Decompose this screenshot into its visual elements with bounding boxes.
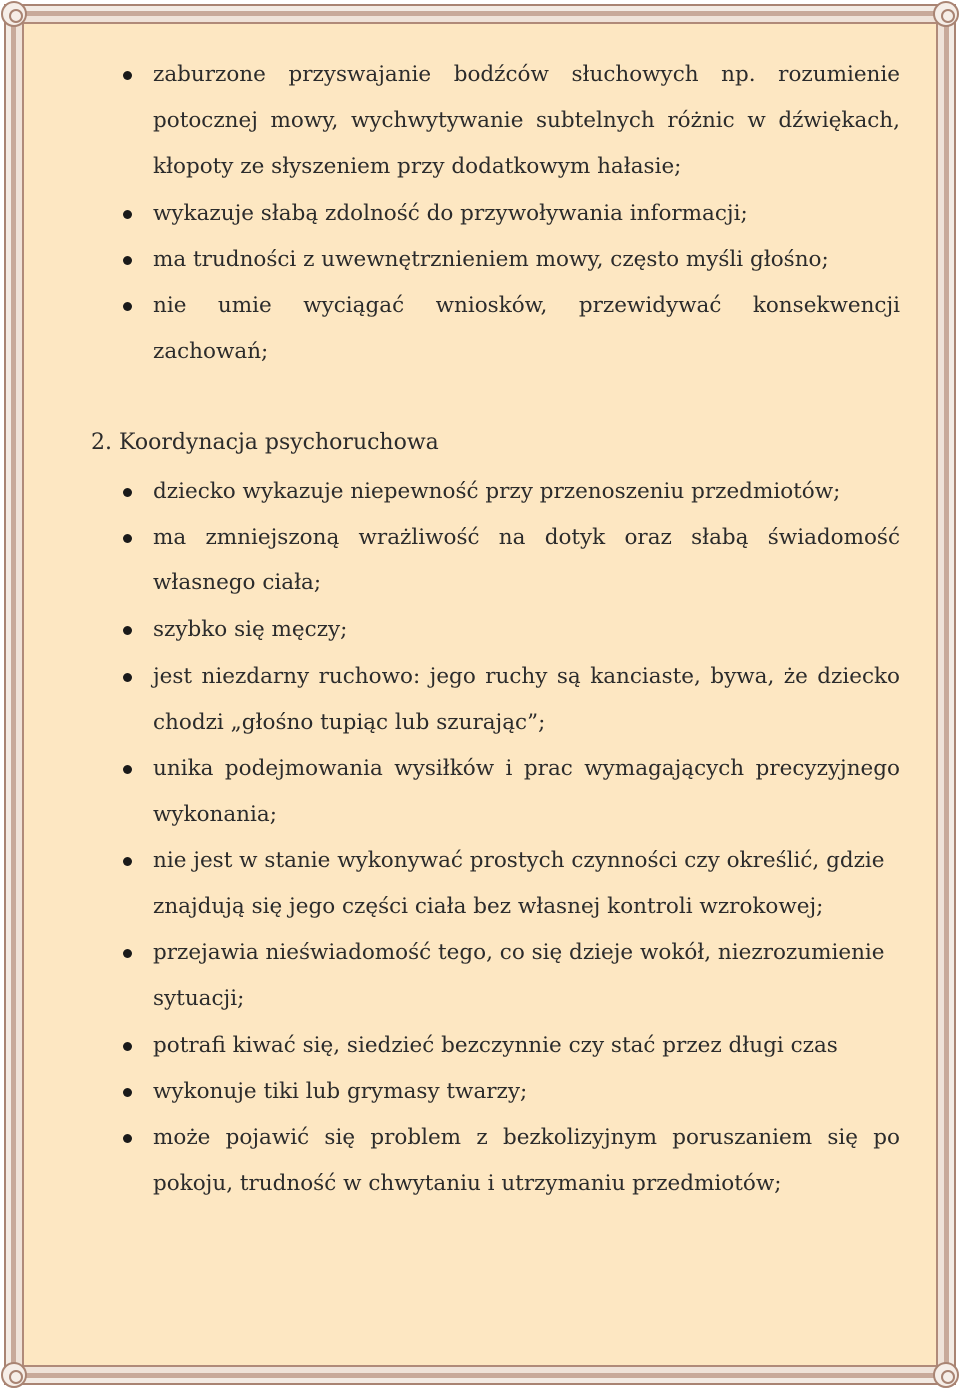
- list-item-line: ma zmniejszoną wrażliwość na dotyk oraz słabą świadomość: [153, 525, 900, 550]
- bullet-icon: [123, 534, 132, 543]
- bullet-icon: [123, 302, 132, 311]
- list-item-line: wykonania;: [153, 802, 277, 827]
- list-item-line: jest niezdarny ruchowo: jego ruchy są kanciaste, bywa, że dziecko: [153, 664, 900, 689]
- list-item-line: może pojawić się problem z bezkolizyjnym poruszaniem się po: [153, 1125, 900, 1150]
- bullet-icon: [123, 626, 132, 635]
- list-item-line: wykazuje słabą zdolność do przywoływania informacji;: [153, 201, 748, 226]
- list-item-line: sytuacji;: [153, 986, 245, 1011]
- list-item-line: chodzi „głośno tupiąc lub szurając”;: [153, 710, 546, 735]
- section-heading: 2. Koordynacja psychoruchowa: [91, 430, 439, 455]
- list-item-line: zaburzone przyswajanie bodźców słuchowych np. rozumienie: [153, 62, 900, 87]
- list-item-line: nie jest w stanie wykonywać prostych czynności czy określić, gdzie: [153, 848, 885, 873]
- list-item-line: własnego ciała;: [153, 570, 322, 595]
- bullet-icon: [123, 673, 132, 682]
- list-item-line: nie umie wyciągać wniosków, przewidywać konsekwencji: [153, 293, 900, 318]
- list-item-line: przejawia nieświadomość tego, co się dzieje wokół, niezrozumienie: [153, 940, 885, 965]
- bullet-icon: [123, 256, 132, 265]
- list-item-line: wykonuje tiki lub grymasy twarzy;: [153, 1079, 528, 1104]
- bullet-icon: [123, 1134, 132, 1143]
- list-item-line: potocznej mowy, wychwytywanie subtelnych różnic w dźwiękach,: [153, 108, 900, 133]
- list-item-line: unika podejmowania wysiłków i prac wymagających precyzyjnego: [153, 756, 900, 781]
- bullet-icon: [123, 71, 132, 80]
- list-item-line: dziecko wykazuje niepewność przy przenoszeniu przedmiotów;: [153, 479, 841, 504]
- list-item-line: pokoju, trudność w chwytaniu i utrzymaniu przedmiotów;: [153, 1171, 782, 1196]
- list-item-line: zachowań;: [153, 339, 269, 364]
- list-item-line: znajdują się jego części ciała bez własnej kontroli wzrokowej;: [153, 894, 824, 919]
- bullet-icon: [123, 488, 132, 497]
- list-item-line: szybko się męczy;: [153, 617, 348, 642]
- bullet-icon: [123, 1042, 132, 1051]
- bullet-icon: [123, 210, 132, 219]
- list-item-line: potrafi kiwać się, siedzieć bezczynnie czy stać przez długi czas: [153, 1033, 838, 1058]
- bullet-icon: [123, 949, 132, 958]
- bullet-icon: [123, 765, 132, 774]
- bullet-icon: [123, 857, 132, 866]
- bullet-icon: [123, 1088, 132, 1097]
- list-item-line: kłopoty ze słyszeniem przy dodatkowym hałasie;: [153, 154, 682, 179]
- list-item-line: ma trudności z uwewnętrznieniem mowy, często myśli głośno;: [153, 247, 829, 272]
